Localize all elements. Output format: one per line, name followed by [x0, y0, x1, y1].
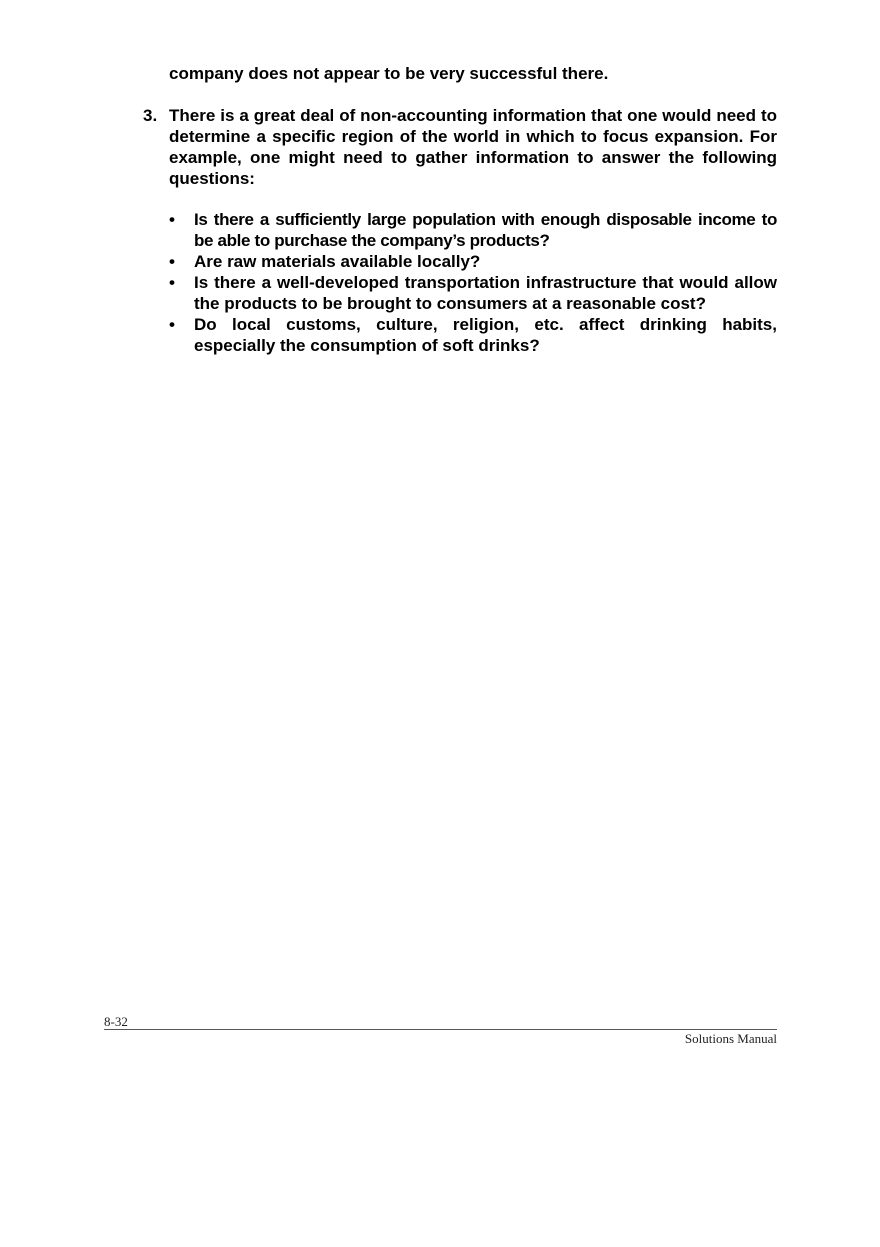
- list-item-text: Do local customs, culture, religion, etc. affect drinking habits, especially the consumption of soft drinks?: [194, 315, 777, 355]
- list-item-text: Are raw materials available locally?: [194, 252, 481, 271]
- list-item-text: Is there a well-developed transportation infrastructure that would allow the products to be brought to consumers at a reasonable cost?: [194, 273, 777, 313]
- item-paragraph: There is a great deal of non-accounting information that one would need to determine a specific region of the world in which to focus expansion. For example, one might need to gather information to answer the following questions:: [169, 106, 777, 188]
- bullet-icon: •: [169, 273, 175, 292]
- item-number: 3.: [143, 106, 158, 125]
- list-item-text: Is there a sufficiently large population with enough disposable income to be able to purchase the company’s products?: [194, 210, 777, 250]
- question-list: [165, 209, 777, 356]
- list-item: [165, 314, 777, 356]
- page-number: 8-32: [104, 1014, 128, 1029]
- continuation-text: company does not appear to be very successful there.: [169, 64, 609, 83]
- footer-title: Solutions Manual: [684, 1031, 777, 1046]
- bullet-icon: •: [169, 210, 175, 229]
- list-item: [165, 209, 777, 251]
- bullet-icon: •: [169, 315, 175, 334]
- list-item: [165, 251, 777, 272]
- footer-divider: [104, 1029, 777, 1030]
- bullet-icon: •: [169, 252, 175, 271]
- list-item: [165, 272, 777, 314]
